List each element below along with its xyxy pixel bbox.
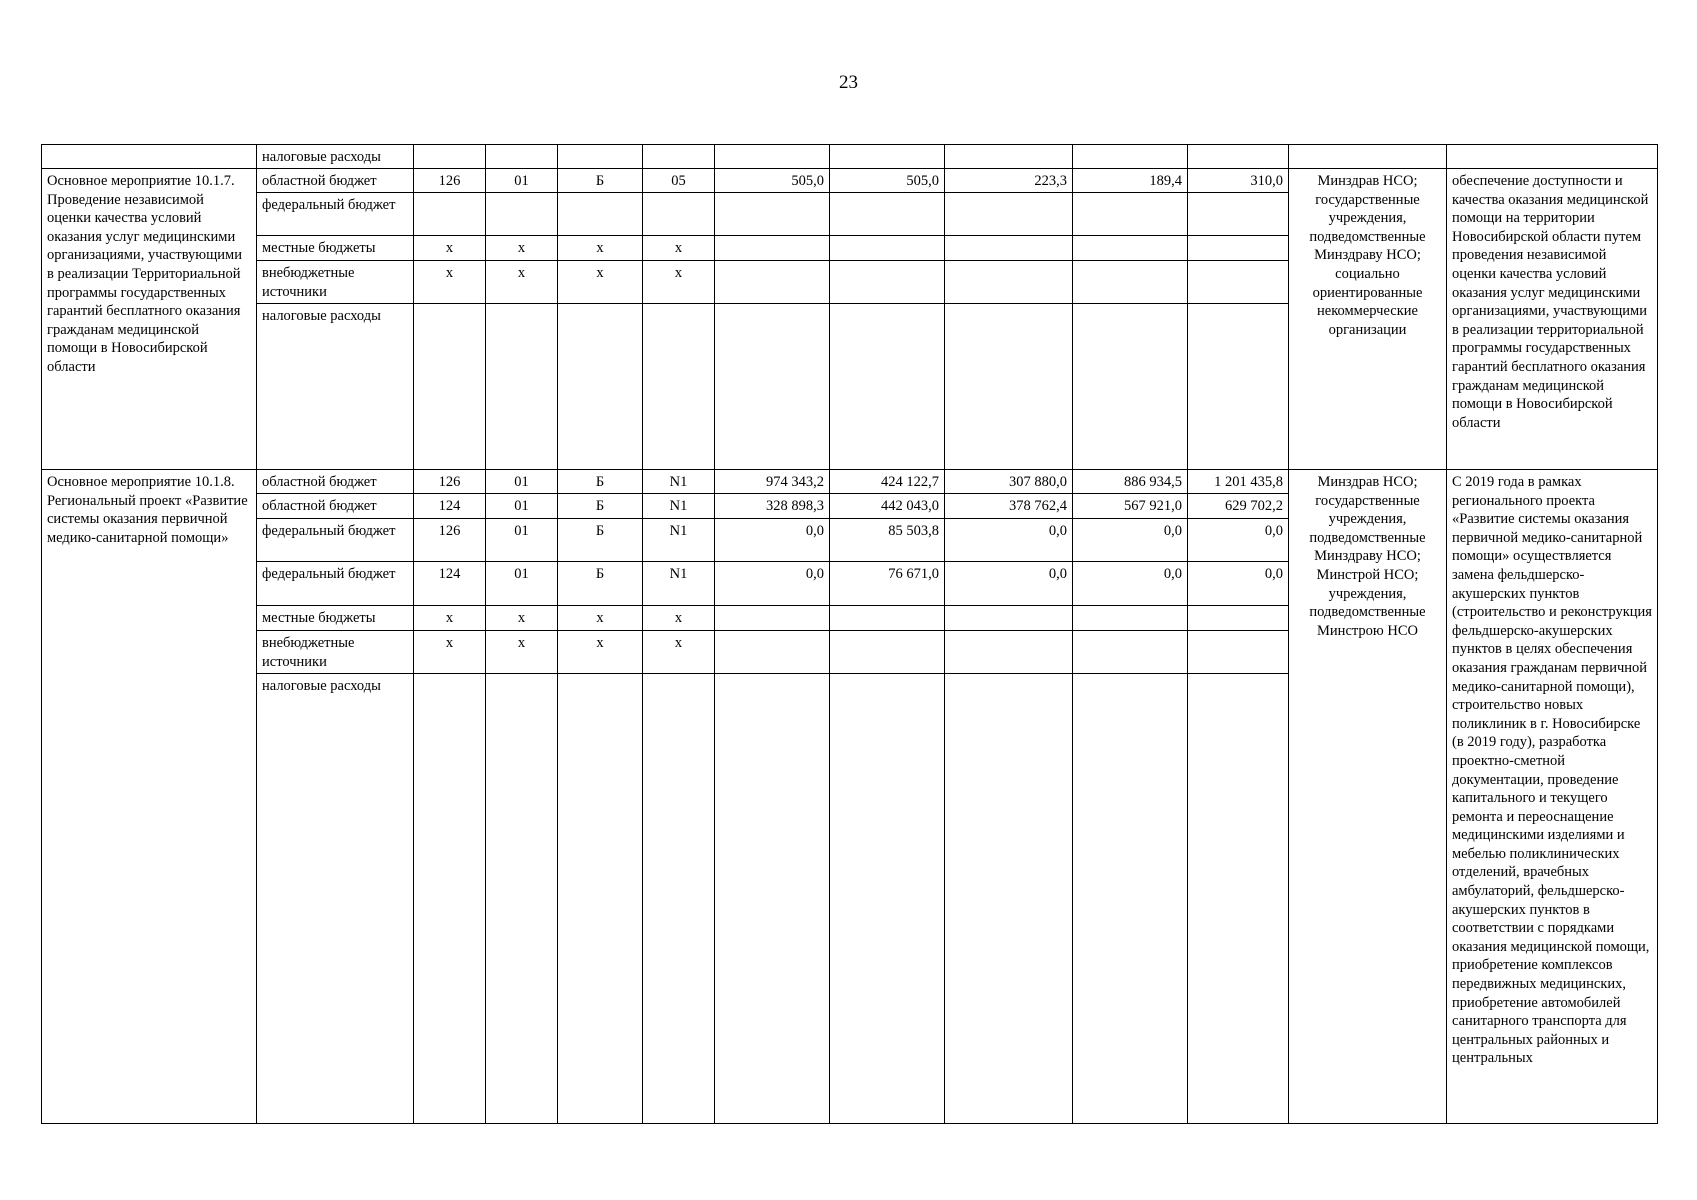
om-cell: 05: [643, 169, 715, 193]
result-cell: С 2019 года в рамках регионального проекта «Развитие системы оказания первичной медико-санитарной помощи» осуществляется замена фельдшерско-акушерских пунктов (строительство и реконструкция фельдшерско-акушерских пунктов в целях обеспечения оказания гражданам первичной медико-санитарной помощи), строительство новых поликлиник в г. Новосибирске (в 2019 году), разработка проектно-сметной документации, проведение капитального и текущего ремонта и переоснащение медицинскими изделиями и мебелью поликлинических отделений, врачебных амбулаторий, фельдшерско-акушерских пунктов в соответствии с порядками оказания медицинской помощи, приобретение комплексов передвижных медицинских, приобретение автомобилей санитарного транспорта для центральных районных и центральных: [1447, 470, 1658, 1124]
table-row: местные бюджеты х х х х: [42, 236, 1658, 261]
gp-cell: 01: [486, 169, 558, 193]
result-cell: обеспечение доступности и качества оказания медицинской помощи на территории Новосибирской области путем проведения независимой оценки качества условий оказания услуг медицинскими организациями, участвующими в реализации территориальной программы государственных гарантий бесплатного оказания гражданам медицинской помощи в Новосибирской области: [1447, 169, 1658, 470]
program-activities-table: [41, 144, 1658, 1124]
funding-source-cell: налоговые расходы: [257, 674, 414, 1124]
table-row: областной бюджет 124 01 Б N1 328 898,3 442 043,0 378 762,4 567 921,0 629 702,2: [42, 494, 1658, 519]
table-row: [42, 145, 1658, 169]
page-number: 23: [839, 72, 858, 93]
executors-cell: Минздрав НСО; государственные учреждения, подведомственные Минздраву НСО; социально ориентированные некоммерческие организации: [1289, 169, 1447, 470]
table-row: местные бюджеты х х х х: [42, 606, 1658, 631]
year4-value: 189,4: [1073, 169, 1188, 193]
pgp-cell: Б: [558, 169, 643, 193]
funding-source-cell: местные бюджеты: [257, 236, 414, 261]
table-row: федеральный бюджет 126 01 Б N1 0,0 85 503,8 0,0 0,0 0,0: [42, 519, 1658, 562]
om-cell: N1: [643, 470, 715, 494]
table-row: внебюджетные источники х х х х: [42, 261, 1658, 304]
year5-value: 1 201 435,8: [1188, 470, 1289, 494]
year1-value: 505,0: [715, 169, 830, 193]
year4-value: 886 934,5: [1073, 470, 1188, 494]
activity-cell: [42, 145, 257, 169]
year3-value: 307 880,0: [945, 470, 1073, 494]
pgp-cell: Б: [558, 470, 643, 494]
funding-source-cell: федеральный бюджет: [257, 519, 414, 562]
activity-cell: Основное мероприятие 10.1.8. Региональный проект «Развитие системы оказания первичной медико-санитарной помощи»: [42, 470, 257, 1124]
result-cell: [1447, 145, 1658, 169]
funding-source-cell: областной бюджет: [257, 169, 414, 193]
gp-cell: 01: [486, 470, 558, 494]
executors-cell: Минздрав НСО; государственные учреждения, подведомственные Минздраву НСО; Минстрой НСО; учреждения, подведомственные Минстрою НСО: [1289, 470, 1447, 1124]
year3-value: 223,3: [945, 169, 1073, 193]
table-row: внебюджетные источники х х х х: [42, 631, 1658, 674]
funding-source-cell: областной бюджет: [257, 470, 414, 494]
activity-cell: Основное мероприятие 10.1.7. Проведение независимой оценки качества условий оказания услуг медицинскими организациями, участвующими в реализации Территориальной программы государственных гарантий бесплатного оказания гражданам медицинской помощи в Новосибирской области: [42, 169, 257, 470]
year1-value: 974 343,2: [715, 470, 830, 494]
table-row: [42, 470, 1658, 494]
funding-source-cell: местные бюджеты: [257, 606, 414, 631]
funding-source-cell: областной бюджет: [257, 494, 414, 519]
funding-source-cell: внебюджетные источники: [257, 261, 414, 304]
year2-value: 424 122,7: [830, 470, 945, 494]
funding-source-cell: налоговые расходы: [257, 145, 414, 169]
funding-source-cell: федеральный бюджет: [257, 562, 414, 606]
funding-source-cell: налоговые расходы: [257, 304, 414, 470]
table-row: федеральный бюджет 124 01 Б N1 0,0 76 671,0 0,0 0,0 0,0: [42, 562, 1658, 606]
grbs-cell: 126: [414, 470, 486, 494]
executors-cell: [1289, 145, 1447, 169]
year2-value: 505,0: [830, 169, 945, 193]
table-row: [42, 169, 1658, 193]
funding-source-cell: федеральный бюджет: [257, 193, 414, 236]
grbs-cell: 126: [414, 169, 486, 193]
funding-source-cell: внебюджетные источники: [257, 631, 414, 674]
year5-value: 310,0: [1188, 169, 1289, 193]
